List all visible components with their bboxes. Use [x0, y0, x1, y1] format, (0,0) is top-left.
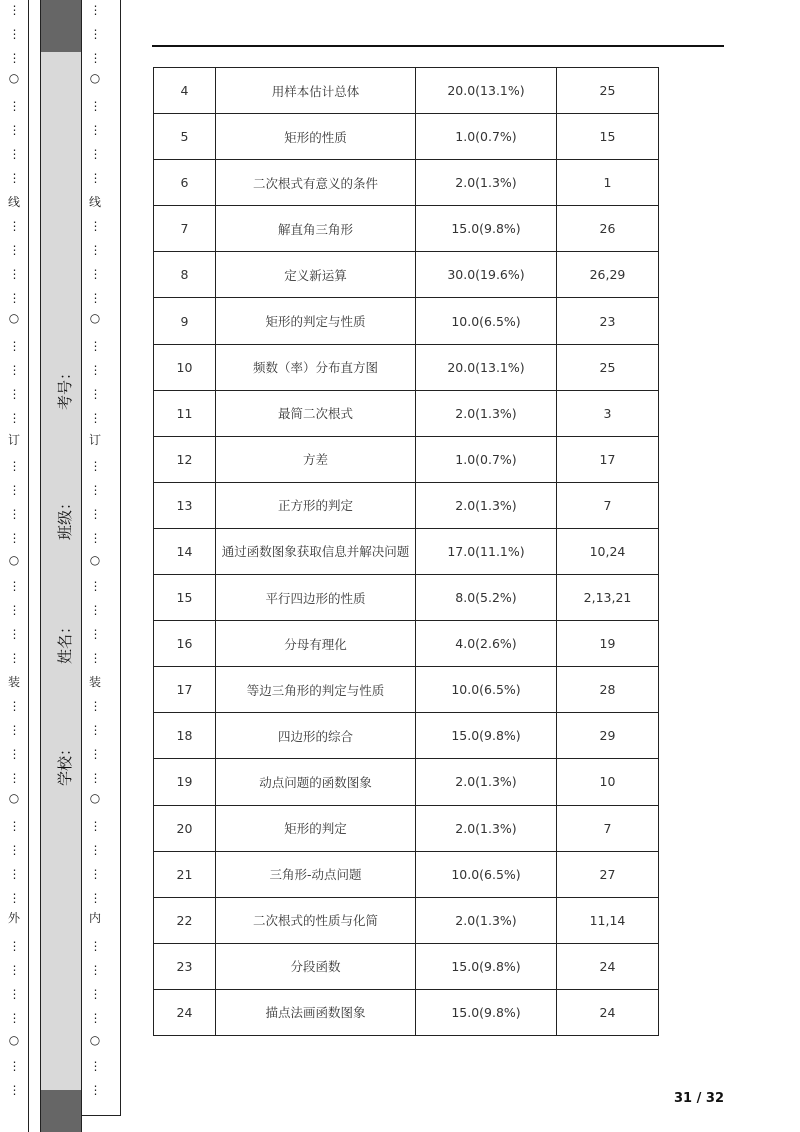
- table-row: [154, 805, 659, 851]
- row-number-cell: 16: [154, 621, 216, 667]
- item-numbers-cell: 28: [557, 667, 659, 713]
- item-numbers-cell: 1: [557, 160, 659, 206]
- inner-dotted-line: ⋮: [89, 483, 101, 497]
- outer-circle-mark: ○: [8, 311, 20, 325]
- outer-dotted-line: ⋮: [8, 1059, 20, 1073]
- outer-dotted-line: ⋮: [8, 843, 20, 857]
- knowledge-point-cell: 矩形的性质: [216, 114, 416, 160]
- item-numbers-cell: 2,13,21: [557, 575, 659, 621]
- item-numbers-cell: 27: [557, 851, 659, 897]
- outer-dotted-line: ⋮: [8, 219, 20, 233]
- inner-circle-mark: ○: [89, 311, 101, 325]
- score-share-cell: 15.0(9.8%): [416, 989, 557, 1035]
- outer-dotted-line: ⋮: [8, 3, 20, 17]
- row-number-cell: 20: [154, 805, 216, 851]
- page-current: 31: [674, 1091, 693, 1106]
- inner-dotted-line: ⋮: [89, 1011, 101, 1025]
- outer-dotted-line: ⋮: [8, 411, 20, 425]
- inner-dotted-line: ⋮: [89, 651, 101, 665]
- outer-cut-label: 线: [7, 195, 20, 209]
- exam-number-label: 考号：: [56, 364, 74, 410]
- table-row: [154, 114, 659, 160]
- inner-dotted-line: ⋮: [89, 3, 101, 17]
- outer-dotted-line: ⋮: [8, 963, 20, 977]
- table-row: [154, 436, 659, 482]
- strip-top-block: [41, 0, 81, 52]
- inner-dotted-line: ⋮: [89, 147, 101, 161]
- student-info-strip: [40, 0, 82, 1132]
- table-row: [154, 344, 659, 390]
- knowledge-point-cell: 描点法画函数图象: [216, 989, 416, 1035]
- table-row: [154, 528, 659, 574]
- table-row: [154, 482, 659, 528]
- item-numbers-cell: 7: [557, 482, 659, 528]
- item-numbers-cell: 29: [557, 713, 659, 759]
- table-row: [154, 68, 659, 114]
- outer-dotted-line: ⋮: [8, 1083, 20, 1097]
- outer-dotted-line: ⋮: [8, 99, 20, 113]
- item-numbers-cell: 10: [557, 759, 659, 805]
- outer-dotted-line: ⋮: [8, 819, 20, 833]
- inner-dotted-line: ⋮: [89, 363, 101, 377]
- item-numbers-cell: 19: [557, 621, 659, 667]
- table-row: [154, 759, 659, 805]
- outer-dotted-line: ⋮: [8, 387, 20, 401]
- inner-dotted-line: ⋮: [89, 987, 101, 1001]
- outer-circle-mark: ○: [8, 71, 20, 85]
- table-row: [154, 206, 659, 252]
- outer-dotted-line: ⋮: [8, 147, 20, 161]
- strip-bottom-block: [41, 1090, 81, 1132]
- score-share-cell: 20.0(13.1%): [416, 344, 557, 390]
- inner-dotted-line: ⋮: [89, 867, 101, 881]
- row-number-cell: 8: [154, 252, 216, 298]
- outer-dotted-line: ⋮: [8, 939, 20, 953]
- score-share-cell: 15.0(9.8%): [416, 206, 557, 252]
- item-numbers-cell: 11,14: [557, 897, 659, 943]
- item-numbers-cell: 25: [557, 68, 659, 114]
- row-number-cell: 12: [154, 436, 216, 482]
- inner-dotted-line: ⋮: [89, 891, 101, 905]
- table-row: [154, 989, 659, 1035]
- page-total: 32: [705, 1091, 724, 1106]
- score-share-cell: 30.0(19.6%): [416, 252, 557, 298]
- table-row: [154, 897, 659, 943]
- table-row: [154, 252, 659, 298]
- page-number: [674, 1091, 724, 1106]
- score-share-cell: 15.0(9.8%): [416, 943, 557, 989]
- outer-dotted-line: ⋮: [8, 123, 20, 137]
- outer-dotted-line: ⋮: [8, 723, 20, 737]
- row-number-cell: 22: [154, 897, 216, 943]
- exam-number-field: [54, 364, 75, 410]
- inner-cut-label: 订: [88, 433, 101, 447]
- outer-dotted-line: ⋮: [8, 891, 20, 905]
- inner-dotted-line: ⋮: [89, 51, 101, 65]
- outer-circle-mark: ○: [8, 1033, 20, 1047]
- inner-dotted-line: ⋮: [89, 1059, 101, 1073]
- score-share-cell: 10.0(6.5%): [416, 667, 557, 713]
- class-label: 班级：: [56, 494, 74, 540]
- row-number-cell: 19: [154, 759, 216, 805]
- table-row: [154, 575, 659, 621]
- inner-dotted-line: ⋮: [89, 723, 101, 737]
- score-share-cell: 1.0(0.7%): [416, 436, 557, 482]
- inner-circle-mark: ○: [89, 1033, 101, 1047]
- inner-dotted-line: ⋮: [89, 843, 101, 857]
- score-share-cell: 4.0(2.6%): [416, 621, 557, 667]
- outer-dotted-line: ⋮: [8, 867, 20, 881]
- item-numbers-cell: 3: [557, 390, 659, 436]
- knowledge-point-cell: 定义新运算: [216, 252, 416, 298]
- inner-dotted-line: ⋮: [89, 531, 101, 545]
- knowledge-point-cell: 三角形-动点问题: [216, 851, 416, 897]
- name-label: 姓名：: [56, 618, 74, 664]
- inner-dotted-line: ⋮: [89, 1083, 101, 1097]
- inner-dotted-line: ⋮: [89, 579, 101, 593]
- class-field: [54, 494, 75, 540]
- knowledge-point-cell: 最简二次根式: [216, 390, 416, 436]
- inner-cut-label: 装: [88, 675, 101, 689]
- score-share-cell: 17.0(11.1%): [416, 528, 557, 574]
- outer-dotted-line: ⋮: [8, 339, 20, 353]
- knowledge-point-cell: 四边形的综合: [216, 713, 416, 759]
- outer-dotted-line: ⋮: [8, 507, 20, 521]
- table-row: [154, 160, 659, 206]
- outer-circle-mark: ○: [8, 791, 20, 805]
- outer-dotted-line: ⋮: [8, 531, 20, 545]
- score-share-cell: 1.0(0.7%): [416, 114, 557, 160]
- score-share-cell: 10.0(6.5%): [416, 298, 557, 344]
- knowledge-point-cell: 矩形的判定: [216, 805, 416, 851]
- item-numbers-cell: 24: [557, 989, 659, 1035]
- knowledge-point-cell: 动点问题的函数图象: [216, 759, 416, 805]
- inner-dotted-line: ⋮: [89, 123, 101, 137]
- outer-dotted-line: ⋮: [8, 1011, 20, 1025]
- outer-dotted-line: ⋮: [8, 699, 20, 713]
- inner-dotted-line: ⋮: [89, 747, 101, 761]
- inner-dotted-line: ⋮: [89, 507, 101, 521]
- score-share-cell: 8.0(5.2%): [416, 575, 557, 621]
- knowledge-point-cell: 二次根式的性质与化简: [216, 897, 416, 943]
- row-number-cell: 15: [154, 575, 216, 621]
- outer-dotted-line: ⋮: [8, 651, 20, 665]
- name-field: [54, 618, 75, 664]
- inner-dotted-line: ⋮: [89, 267, 101, 281]
- inner-dotted-line: ⋮: [89, 27, 101, 41]
- inner-dotted-line: ⋮: [89, 819, 101, 833]
- row-number-cell: 24: [154, 989, 216, 1035]
- row-number-cell: 7: [154, 206, 216, 252]
- row-number-cell: 6: [154, 160, 216, 206]
- outer-dotted-line: ⋮: [8, 483, 20, 497]
- score-share-cell: 2.0(1.3%): [416, 805, 557, 851]
- outer-binding-column: [0, 0, 29, 1132]
- school-field: [54, 740, 75, 786]
- knowledge-point-cell: 分母有理化: [216, 621, 416, 667]
- outer-dotted-line: ⋮: [8, 771, 20, 785]
- inner-dotted-line: ⋮: [89, 243, 101, 257]
- row-number-cell: 14: [154, 528, 216, 574]
- item-numbers-cell: 15: [557, 114, 659, 160]
- item-numbers-cell: 7: [557, 805, 659, 851]
- knowledge-point-cell: 用样本估计总体: [216, 68, 416, 114]
- knowledge-point-cell: 正方形的判定: [216, 482, 416, 528]
- table-row: [154, 621, 659, 667]
- outer-dotted-line: ⋮: [8, 171, 20, 185]
- inner-dotted-line: ⋮: [89, 939, 101, 953]
- score-share-cell: 2.0(1.3%): [416, 390, 557, 436]
- inner-dotted-line: ⋮: [89, 771, 101, 785]
- outer-dotted-line: ⋮: [8, 27, 20, 41]
- item-numbers-cell: 26: [557, 206, 659, 252]
- score-share-cell: 10.0(6.5%): [416, 851, 557, 897]
- outer-cut-label: 外: [7, 911, 20, 925]
- table-row: [154, 851, 659, 897]
- item-numbers-cell: 17: [557, 436, 659, 482]
- table-row: [154, 667, 659, 713]
- item-numbers-cell: 26,29: [557, 252, 659, 298]
- outer-dotted-line: ⋮: [8, 291, 20, 305]
- inner-dotted-line: ⋮: [89, 219, 101, 233]
- knowledge-point-cell: 解直角三角形: [216, 206, 416, 252]
- table-row: [154, 390, 659, 436]
- outer-dotted-line: ⋮: [8, 987, 20, 1001]
- score-share-cell: 2.0(1.3%): [416, 482, 557, 528]
- knowledge-point-cell: 矩形的判定与性质: [216, 298, 416, 344]
- knowledge-point-table: [153, 67, 659, 1036]
- score-share-cell: 2.0(1.3%): [416, 759, 557, 805]
- inner-cut-label: 内: [88, 911, 101, 925]
- school-label: 学校：: [56, 740, 74, 786]
- inner-circle-mark: ○: [89, 553, 101, 567]
- outer-dotted-line: ⋮: [8, 603, 20, 617]
- inner-circle-mark: ○: [89, 791, 101, 805]
- table-row: [154, 713, 659, 759]
- score-share-cell: 2.0(1.3%): [416, 897, 557, 943]
- inner-dotted-line: ⋮: [89, 963, 101, 977]
- inner-dotted-line: ⋮: [89, 99, 101, 113]
- item-numbers-cell: 10,24: [557, 528, 659, 574]
- outer-dotted-line: ⋮: [8, 459, 20, 473]
- score-share-cell: 20.0(13.1%): [416, 68, 557, 114]
- inner-circle-mark: ○: [89, 71, 101, 85]
- knowledge-point-cell: 方差: [216, 436, 416, 482]
- item-numbers-cell: 23: [557, 298, 659, 344]
- outer-cut-label: 装: [7, 675, 20, 689]
- row-number-cell: 23: [154, 943, 216, 989]
- outer-circle-mark: ○: [8, 553, 20, 567]
- score-share-cell: 15.0(9.8%): [416, 713, 557, 759]
- row-number-cell: 11: [154, 390, 216, 436]
- inner-dotted-line: ⋮: [89, 411, 101, 425]
- header-rule: [152, 45, 724, 47]
- table-row: [154, 943, 659, 989]
- outer-dotted-line: ⋮: [8, 243, 20, 257]
- row-number-cell: 18: [154, 713, 216, 759]
- inner-binding-column: [82, 0, 121, 1116]
- row-number-cell: 17: [154, 667, 216, 713]
- outer-dotted-line: ⋮: [8, 627, 20, 641]
- table-row: [154, 298, 659, 344]
- score-share-cell: 2.0(1.3%): [416, 160, 557, 206]
- knowledge-point-cell: 频数（率）分布直方图: [216, 344, 416, 390]
- outer-dotted-line: ⋮: [8, 747, 20, 761]
- page-separator: /: [696, 1091, 702, 1106]
- inner-dotted-line: ⋮: [89, 387, 101, 401]
- knowledge-point-cell: 二次根式有意义的条件: [216, 160, 416, 206]
- inner-dotted-line: ⋮: [89, 459, 101, 473]
- item-numbers-cell: 24: [557, 943, 659, 989]
- inner-dotted-line: ⋮: [89, 171, 101, 185]
- outer-dotted-line: ⋮: [8, 267, 20, 281]
- inner-dotted-line: ⋮: [89, 291, 101, 305]
- inner-cut-label: 线: [88, 195, 101, 209]
- knowledge-point-cell: 分段函数: [216, 943, 416, 989]
- outer-dotted-line: ⋮: [8, 363, 20, 377]
- row-number-cell: 10: [154, 344, 216, 390]
- knowledge-point-cell: 等边三角形的判定与性质: [216, 667, 416, 713]
- row-number-cell: 9: [154, 298, 216, 344]
- outer-cut-label: 订: [7, 433, 20, 447]
- outer-dotted-line: ⋮: [8, 579, 20, 593]
- inner-dotted-line: ⋮: [89, 627, 101, 641]
- item-numbers-cell: 25: [557, 344, 659, 390]
- inner-dotted-line: ⋮: [89, 699, 101, 713]
- inner-dotted-line: ⋮: [89, 603, 101, 617]
- inner-dotted-line: ⋮: [89, 339, 101, 353]
- knowledge-point-cell: 通过函数图象获取信息并解决问题: [216, 528, 416, 574]
- row-number-cell: 5: [154, 114, 216, 160]
- row-number-cell: 13: [154, 482, 216, 528]
- outer-dotted-line: ⋮: [8, 51, 20, 65]
- knowledge-point-cell: 平行四边形的性质: [216, 575, 416, 621]
- row-number-cell: 21: [154, 851, 216, 897]
- row-number-cell: 4: [154, 68, 216, 114]
